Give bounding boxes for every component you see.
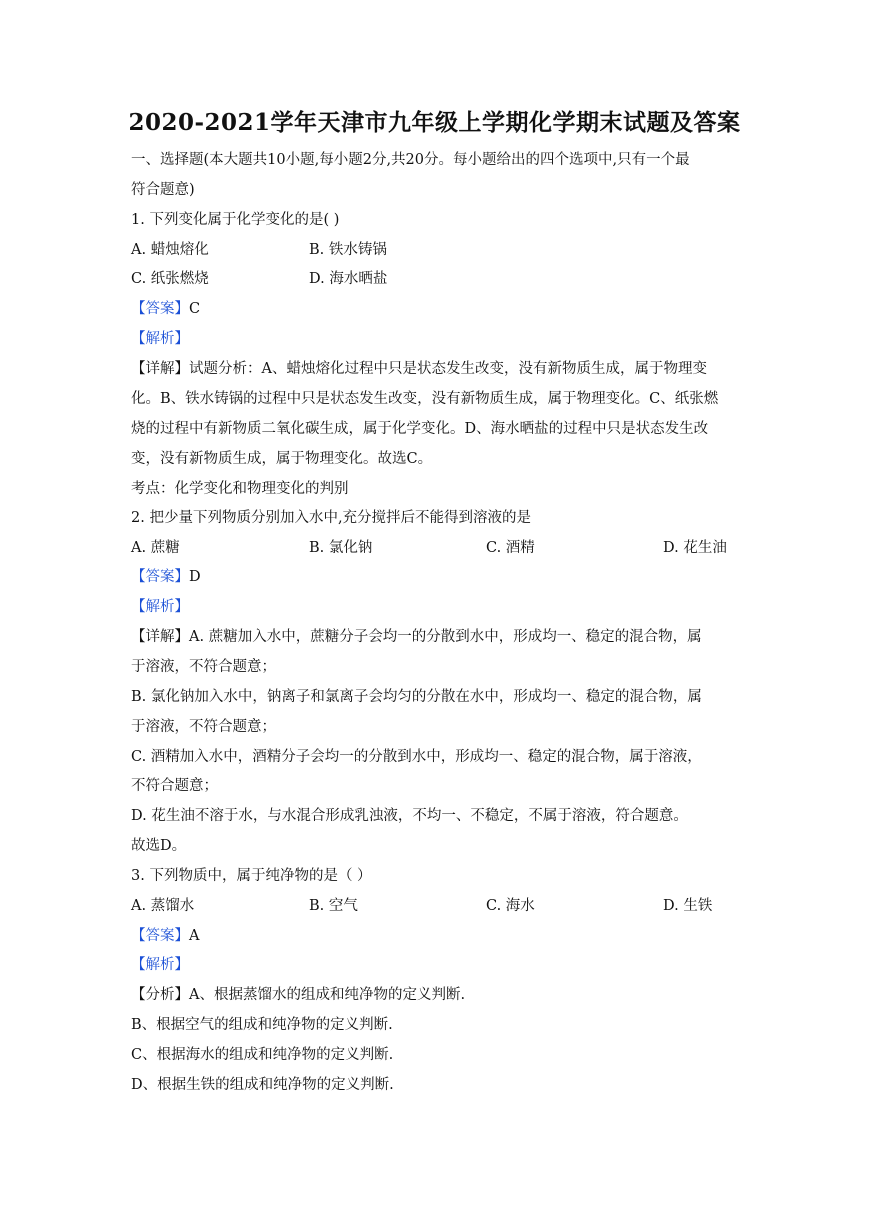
q1-answer-value: C (189, 301, 201, 317)
q1-option-d: D. 海水晒盐 (309, 271, 388, 287)
q2-answer-value: D (189, 569, 201, 585)
answer-tag: 【答案】 (131, 928, 189, 944)
section-intro-line-1: 一、选择题(本大题共10小题,每小题2分,共20分。每小题给出的四个选项中,只有一个最 (131, 152, 690, 168)
q1-detail-line-4: 变，没有新物质生成，属于物理变化。故选C。 (131, 451, 433, 467)
q2-option-a: A. 蔗糖 (131, 540, 180, 556)
answer-tag: 【答案】 (131, 569, 189, 585)
q2-option-c: C. 酒精 (486, 540, 535, 556)
q3-analysis-tag: 【解析】 (131, 957, 189, 973)
q2-detail-line-5: C. 酒精加入水中，酒精分子会均一的分散到水中，形成均一、稳定的混合物，属于溶液， (131, 749, 702, 765)
answer-tag: 【答案】 (131, 301, 189, 317)
detail-tag: 【详解】 (131, 361, 189, 377)
q3-option-a: A. 蒸馏水 (131, 898, 195, 914)
fenxi-tag: 【分析】 (131, 987, 189, 1003)
q3-answer (131, 926, 199, 946)
q2-option-d: D. 花生油 (663, 540, 727, 556)
q2-answer (131, 567, 201, 587)
q1-detail-line-2: 化。B、铁水铸锅的过程中只是状态发生改变，没有新物质生成，属于物理变化。C、纸张燃 (131, 391, 719, 407)
q2-detail-line-7: D. 花生油不溶于水，与水混合形成乳浊液，不均一、不稳定，不属于溶液，符合题意。 (131, 808, 688, 824)
q3-answer-value: A (189, 928, 200, 944)
q1-detail-text-1: 试题分析：A、蜡烛熔化过程中只是状态发生改变，没有新物质生成，属于物理变 (189, 361, 707, 377)
q2-detail-text-1: A. 蔗糖加入水中，蔗糖分子会均一的分散到水中，形成均一、稳定的混合物，属 (189, 629, 702, 645)
q1-option-c: C. 纸张燃烧 (131, 271, 209, 287)
q3-fenxi-line-3: C、根据海水的组成和纯净物的定义判断. (131, 1047, 394, 1063)
document-title: 2020-2021学年天津市九年级上学期化学期末试题及答案 (128, 109, 741, 136)
q1-option-b: B. 铁水铸锅 (309, 242, 387, 258)
q2-detail-line-1 (131, 627, 702, 647)
q3-option-b: B. 空气 (309, 898, 358, 914)
q1-kaodian: 考点：化学变化和物理变化的判别 (131, 481, 349, 497)
q1-option-a: A. 蜡烛熔化 (131, 242, 209, 258)
section-intro-line-2: 符合题意) (131, 182, 195, 198)
q2-stem: 2. 把少量下列物质分别加入水中,充分搅拌后不能得到溶液的是 (131, 510, 532, 526)
q3-fenxi-line-4: D、根据生铁的组成和纯净物的定义判断. (131, 1077, 394, 1093)
detail-tag: 【详解】 (131, 629, 189, 645)
q1-answer (131, 299, 200, 319)
q2-detail-line-4: 于溶液，不符合题意； (131, 719, 276, 735)
q1-stem: 1. 下列变化属于化学变化的是( ) (131, 212, 340, 228)
q2-detail-line-8: 故选D。 (131, 838, 187, 854)
q3-option-c: C. 海水 (486, 898, 535, 914)
q2-analysis-tag: 【解析】 (131, 599, 189, 615)
q3-fenxi-text-1: A、根据蒸馏水的组成和纯净物的定义判断. (189, 987, 466, 1003)
q3-option-d: D. 生铁 (663, 898, 713, 914)
q2-detail-line-2: 于溶液，不符合题意； (131, 659, 276, 675)
q3-fenxi-line-1 (131, 985, 465, 1005)
q1-detail-line-3: 烧的过程中有新物质二氧化碳生成，属于化学变化。D、海水晒盐的过程中只是状态发生改 (131, 421, 709, 437)
q1-detail-line-1 (131, 359, 707, 379)
q2-detail-line-6: 不符合题意； (131, 778, 218, 794)
q1-analysis-tag: 【解析】 (131, 331, 189, 347)
q3-fenxi-line-2: B、根据空气的组成和纯净物的定义判断. (131, 1017, 393, 1033)
q2-option-b: B. 氯化钠 (309, 540, 373, 556)
q2-detail-line-3: B. 氯化钠加入水中，钠离子和氯离子会均匀的分散在水中，形成均一、稳定的混合物，属 (131, 689, 702, 705)
q3-stem: 3. 下列物质中，属于纯净物的是（ ） (131, 868, 372, 884)
